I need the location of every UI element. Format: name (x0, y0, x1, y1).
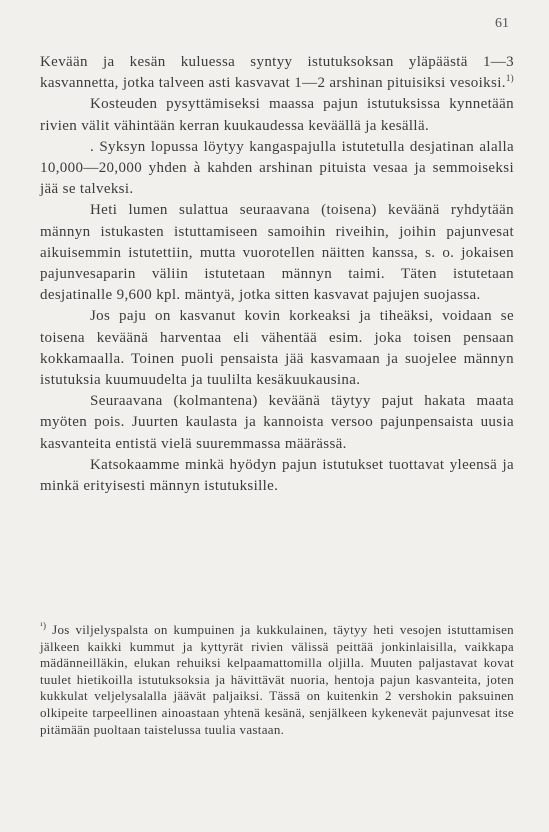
paragraph-text: Kevään ja kesän kuluessa syntyy istutuksoksan yläpäästä 1—3 kasvannetta, jotka talveen asti kasvavat 1—2 arshinan pituisiksi vesoiksi. (40, 54, 514, 92)
paragraph: . Syksyn lopussa löytyy kangaspajulla istutetulla desjatinan alalla 10,000—20,000 yhden à kahden arshinan pituista vesaa ja semmoiseksi jää se talveksi. (40, 138, 514, 198)
paragraph: Heti lumen sulattua seuraavana (toisena) keväänä ryhdytään männyn istukasten istuttamiseen samoihin riveihin, joihin pajunvesat aikuisemmin istutettiin, mutta vuorotellen näitten kanssa, s. o. jokaisen pajunvesaparin väliin istutetaan männyn taimi. Täten istutetaan desjatinalle 9,600 kpl. mäntyä, jotka sitten kasvavat pajujen suojassa. (40, 202, 514, 304)
footnote-text: Jos viljelyspalsta on kumpuinen ja kukkulainen, täytyy heti vesojen istuttamisen jälkeen kaikki kummut ja kyttyrät rivien välissä peittää jonkinlaisilla, vaikkapa mädänneilläkin, elukan rehuiksi kelpaamattomilla oljilla. Muuten paljastavat kovat tuulet hietikoilla istutuksoksia ja hävittävät nuoria, hentoja pajun kasvanteita, joten kukkulat veljelysalalla jäävät paljaiksi. Tässä on kuitenkin 2 vershokin paksuinen olkipeite tarpeellinen ainoastaan yhtenä kesänä, senjälkeen kykenevät pajunvesat itse pitämään puoltaan taistelussa tuulia vastaan. (40, 622, 514, 737)
paragraph: Kosteuden pysyttämiseksi maassa pajun istutuksissa kynnetään rivien välit vähintään kerran kuukaudessa keväällä ja kesällä. (40, 96, 514, 134)
footnote-reference: 1) (505, 73, 515, 84)
footnotes (40, 622, 514, 738)
paragraph: Seuraavana (kolmantena) keväänä täytyy pajut hakata maata myöten pois. Juurten kaulasta ja kannoista versoo pajunpensaista uusia kasvanteita entistä vielä suuremmassa määrässä. (40, 393, 514, 452)
paragraph: Katsokaamme minkä hyödyn pajun istutukset tuottavat yleensä ja minkä erityisesti männyn istutuksille. (40, 456, 514, 495)
paragraph: Jos paju on kasvanut kovin korkeaksi ja tiheäksi, voidaan se toisena keväänä harventaa eli vähentää esim. joka toisen pensaan kokkamaalla. Toinen puoli pensaista jää kasvamaan ja suojelee männyn istutuksia kuumuudelta ja tuulilta kesäkuukausina. (40, 308, 514, 389)
footnote (40, 622, 514, 738)
page-number: 61 (495, 16, 509, 31)
paragraph (40, 52, 514, 94)
main-text (40, 52, 514, 497)
footnote-marker: ¹) (40, 620, 47, 631)
